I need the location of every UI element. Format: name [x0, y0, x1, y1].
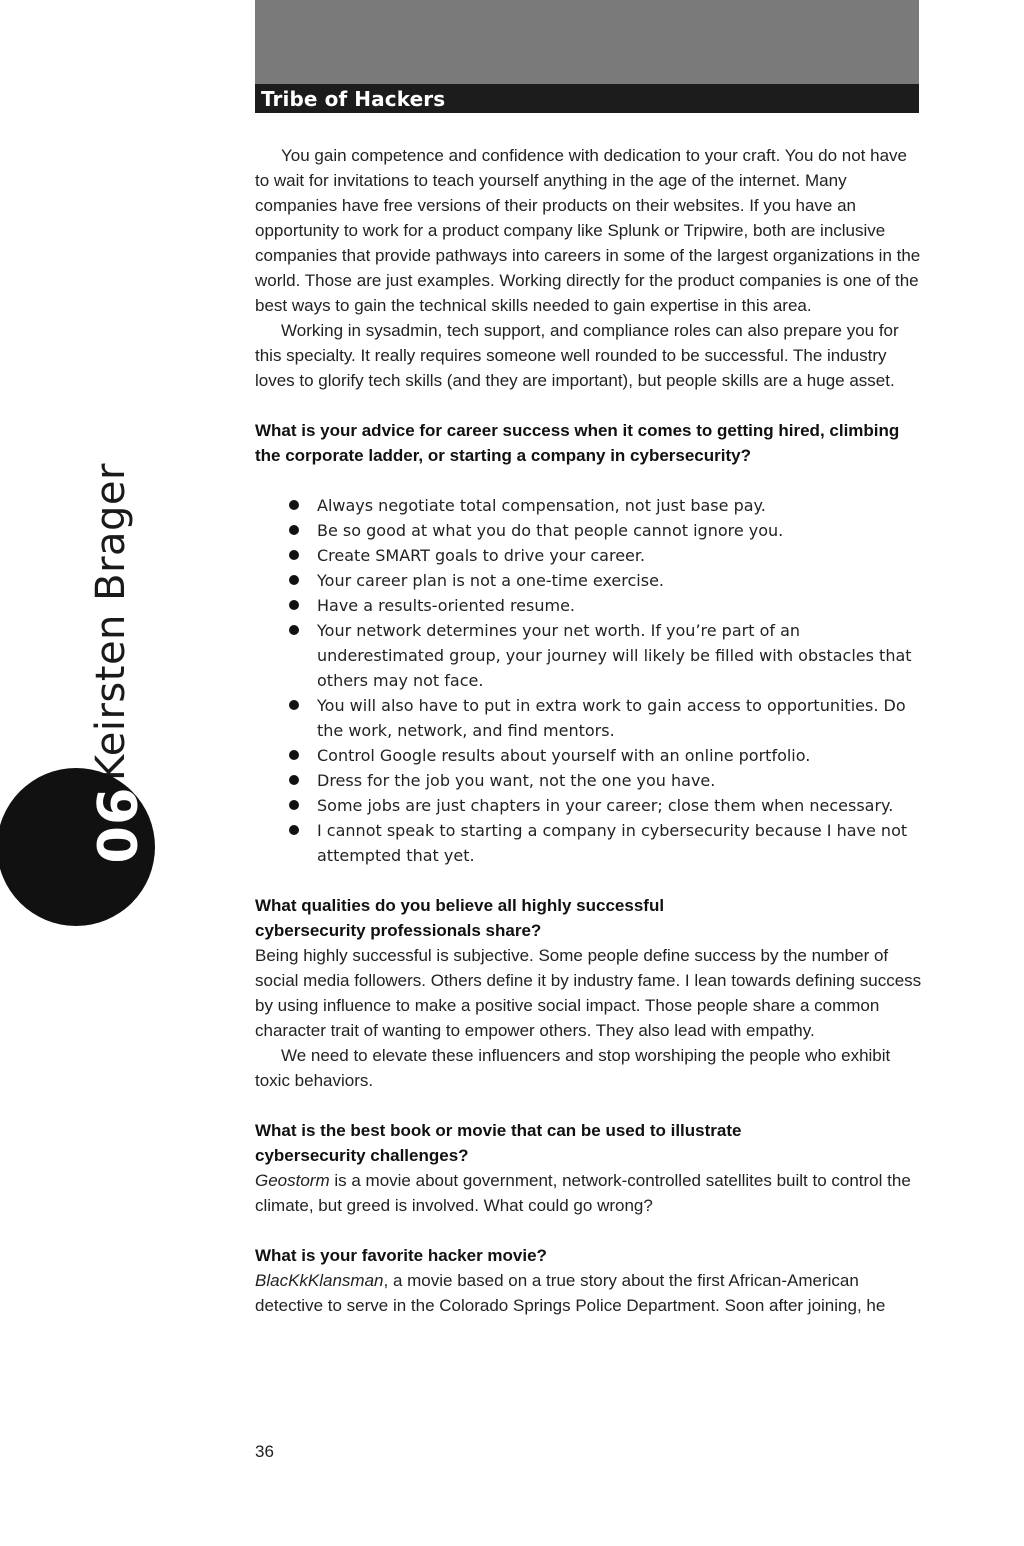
answer-text: is a movie about government, network-controlled satellites built to control the climate, but greed is involved. What could go wrong? — [255, 1171, 911, 1215]
movie-title: BlacKkKlansman — [255, 1271, 384, 1290]
list-item: Control Google results about yourself with an online portfolio. — [255, 743, 923, 768]
list-item: I cannot speak to starting a company in cybersecurity because I have not attempted that yet. — [255, 818, 923, 868]
question-best-book — [255, 1118, 923, 1168]
list-item: Some jobs are just chapters in your career; close them when necessary. — [255, 793, 923, 818]
answer-paragraph: Being highly successful is subjective. Some people define success by the number of social media followers. Others define it by industry fame. I lean towards defining success by using influence to make a positive social impact. Those people share a common character trait of wanting to empower others. They also lead with empathy. — [255, 946, 922, 1040]
page-content — [255, 143, 923, 1318]
list-item: Be so good at what you do that people cannot ignore you. — [255, 518, 923, 543]
intro-paragraph: Working in sysadmin, tech support, and compliance roles can also prepare you for this specialty. It really requires someone well rounded to be successful. The industry loves to glorify tech skills (and they are important), but people skills are a huge asset. — [255, 321, 899, 390]
question-favorite-movie: What is your favorite hacker movie? — [255, 1246, 547, 1265]
page-number: 36 — [255, 1442, 274, 1461]
movie-title: Geostorm — [255, 1171, 330, 1190]
question-line: cybersecurity challenges? — [255, 1146, 469, 1165]
question-line: What is the best book or movie that can be used to illustrate — [255, 1121, 742, 1140]
answer-paragraph: We need to elevate these influencers and stop worshiping the people who exhibit toxic behaviors. — [255, 1046, 891, 1090]
list-item: You will also have to put in extra work to gain access to opportunities. Do the work, network, and find mentors. — [255, 693, 923, 743]
header-banner — [255, 0, 919, 84]
intro-paragraph: You gain competence and confidence with dedication to your craft. You do not have to wait for invitations to teach yourself anything in the age of the internet. Many companies have free versions of their products on their websites. If you have an opportunity to work for a product company like Splunk or Tripwire, both are inclusive companies that provide pathways into careers in some of the largest organizations in the world. Those are just examples. Working directly for the product companies is one of the best ways to gain the technical skills needed to gain expertise in this area. — [255, 146, 921, 315]
answer-paragraph — [255, 1168, 923, 1218]
author-name-vertical: Keirsten Brager — [88, 463, 134, 781]
list-item: Your career plan is not a one-time exercise. — [255, 568, 923, 593]
list-item: Your network determines your net worth. If you’re part of an underestimated group, your journey will likely be filled with obstacles that others may not face. — [255, 618, 923, 693]
list-item: Create SMART goals to drive your career. — [255, 543, 923, 568]
question-line: What qualities do you believe all highly successful — [255, 896, 665, 915]
list-item: Always negotiate total compensation, not just base pay. — [255, 493, 923, 518]
list-item: Dress for the job you want, not the one you have. — [255, 768, 923, 793]
career-tips-list — [255, 493, 923, 868]
question-line: cybersecurity professionals share? — [255, 921, 542, 940]
header-title-bar — [255, 84, 919, 113]
question-career-advice: What is your advice for career success when it comes to getting hired, climbing the corporate ladder, or starting a company in cybersecurity? — [255, 421, 900, 465]
book-title: Tribe of Hackers — [261, 87, 446, 111]
chapter-number: 06 — [86, 786, 150, 864]
answer-paragraph — [255, 1268, 923, 1318]
answer-text: , a movie based on a true story about the first African-American detective to serve in the Colorado Springs Police Department. Soon after joining, he — [255, 1271, 886, 1315]
list-item: Have a results-oriented resume. — [255, 593, 923, 618]
question-qualities — [255, 893, 923, 943]
